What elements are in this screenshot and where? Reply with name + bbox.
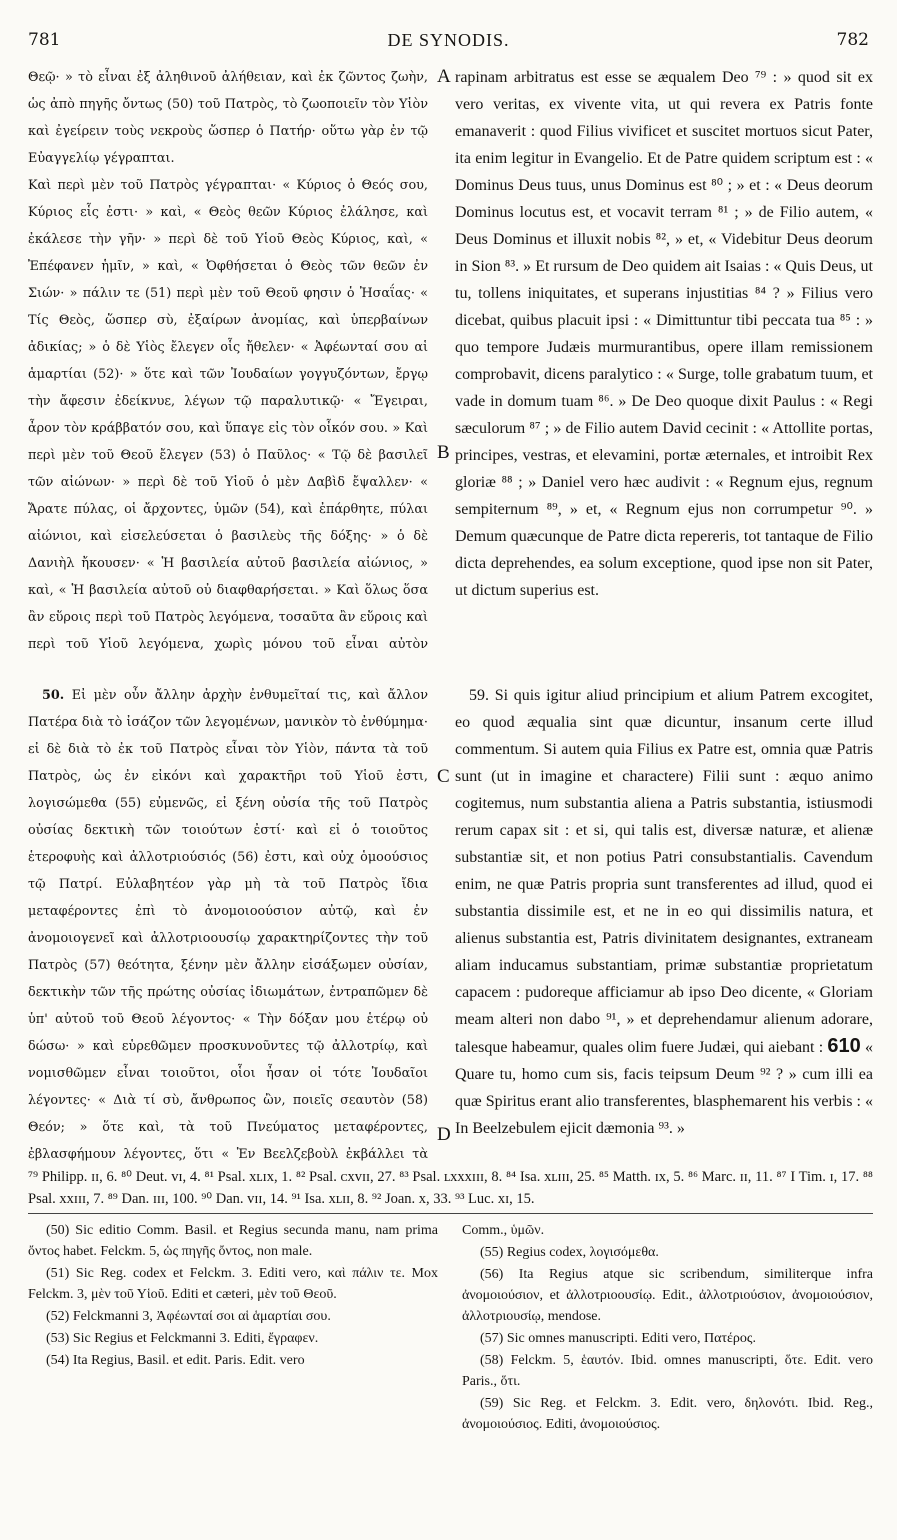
critical-notes-left (28, 1220, 438, 1520)
critical-note: (52) Felckmanni 3, Ἀφέωνταί σοι αἱ ἁμαρτίαι σου. (46, 1309, 331, 1324)
greek-section-50 (28, 682, 428, 1164)
scripture-references: ⁷⁹ Philipp. ɪɪ, 6. ⁸⁰ Deut. ᴠɪ, 4. ⁸¹ Psal. xʟɪx, 1. ⁸² Psal. ᴄxᴠɪɪ, 27. ⁸³ Psal. ʟxxxɪɪɪ, 8. ⁸⁴ Isa. xʟɪɪɪ, 25. ⁸⁵ Matth. ɪx, 5. ⁸⁶ Marc. ɪɪ, 11. ⁸⁷ I Tim. ɪ, 17. ⁸⁸ Psal. xxɪɪɪ, 7. ⁸⁹ Dan. ɪɪɪ, 100. ⁹⁰ Dan. ᴠɪɪ, 14. ⁹¹ Isa. xʟɪɪ, 8. ⁹² Joan. x, 33. ⁹³ Luc. xɪ, 15. (28, 1169, 873, 1207)
column-number-marker: 610 (827, 1035, 861, 1057)
running-title: DE SYNODIS. (387, 30, 510, 50)
section-number: 50. (42, 688, 65, 703)
critical-note: (51) Sic Reg. codex et Felckm. 3. Editi vero, καὶ πάλιν τε. Mox Felckm. 3, μὲν τοῦ Υἱοῦ. Editi et cæteri, μὲν τοῦ Θεοῦ. (28, 1266, 438, 1302)
critical-note: (50) Sic editio Comm. Basil. et Regius secunda manu, nam prima ὄντος habet. Felckm. 5, ὡς πηγῆς ὄντος, non male. (28, 1223, 438, 1259)
critical-note: (59) Sic Reg. et Felckm. 3. Edit. vero, δηλονότι. Ibid. Reg., ἀνομοιούσιος. Editi, ἀνομοιούσιος. (462, 1396, 873, 1432)
critical-note: (58) Felckm. 5, ἑαυτόν. Ibid. omnes manuscripti, ὅτε. Edit. vero Paris., ὅτι. (462, 1353, 873, 1389)
margin-marker-c: C (437, 766, 450, 787)
critical-note: (57) Sic omnes manuscripti. Editi vero, Πατέρος. (480, 1331, 756, 1346)
section-number: 59. (469, 687, 489, 704)
critical-note: (55) Regius codex, λογισόμεθα. (480, 1245, 659, 1260)
greek-column-top (28, 64, 428, 660)
margin-marker-d: D (437, 1124, 451, 1145)
critical-note-continued: Comm., ὑμῶν. (462, 1223, 545, 1238)
margin-marker-b: B (437, 442, 450, 463)
margin-marker-a: A (437, 66, 451, 87)
latin-paragraph: rapinam arbitratus est esse se æqualem Deo ⁷⁹ : » quod sit ex vero veritas, ex vivente vita, ut qui revera ex Patris fonte emanaverit : quod Filius vivificet et suscitet mortuos sicut Pater, ita enim legitur in Evangelio. Et de Patre quidem scriptum est : « Dominus Deus tuus, unus Dominus est ⁸⁰ ; » et : « Deus deorum Dominus locutus est, et vocavit terram ⁸¹ ; » de Filio autem, « Deus Dominus et illuxit nobis ⁸², » et, « Videbitur Deus deorum in Sion ⁸³. » Et rursum de Deo quidem ait Isaias : « Quis Deus, ut tu, tollens iniquitates, et superans injustitias ⁸⁴ ? » Filius vero dicebat, quibus placuit ipsi : « Dimittuntur tibi peccata tua ⁸⁵ : » quo tempore Judæis murmurantibus, opere illam remissionem comprobavit, dicens paralytico : « Surge, tolle grabatum tuum, et vade in domum tuam ⁸⁶. » De Deo quoque dixit Paulus : « Regi sæculorum ⁸⁷ ; » de Filio autem David cecinit : « Attollite portas, principes, vestras, et elevamini, portæ æternales, et introibit Rex gloriæ ⁸⁸ ; » Daniel vero hæc audivit : « Regnum ejus, regnum sempiternum ⁸⁹, » et, « Regnum ejus non corrumpetur ⁹⁰. » Demum quæcunque de Patre dicta repereris, tot tantaque de Filio dicta deprehendes, ea solum exceptione, quod ipse non sit Pater, ut dictum superius est. (455, 69, 873, 599)
page-number-right: 782 (836, 30, 869, 50)
latin-section-text: Si quis igitur aliud principium et alium Patrem excogitet, eo quod æqualia sint quæ dicuntur, insanum certe illud commentum. Si autem quia Filius ex Patre est, omnia quæ Patris sunt (ut in imagine et charactere) Filii sunt : æquo animo cogitemus, num substantia aliena a Patris substantia, istiusmodi rerum capax sit : et si, qui talis est, diversæ naturæ, et alienæ substantiæ sit, et non potius Patri consubstantialis. Cavendum enim, ne quæ Patris propria sunt transferentes ad illud, quod ei substantia dissimile est, et ne in eo qui dissimilis natura, et alienus substantia est, Patris divinitatem designantes, extraneam aliam inducamus substantiam, primæ substantiæ proprietatum capacem : pudoreque afficiamur ab ipso Deo dicente, « Gloriam meam alteri non dabo ⁹¹, » et deprehendamur alienum adorare, talesque habeamur, quales olim fuere Judæi, qui aiebant : (455, 687, 873, 1056)
critical-notes-right (462, 1220, 873, 1520)
running-header (0, 30, 897, 54)
page-number-left: 781 (28, 30, 61, 50)
critical-note: (56) Ita Regius atque sic scribendum, similiterque infra ἀνομοιούσιον, et ἀλλοτριοουσίῳ. Edit., ἀλλοτριούσιον, ἀνομοιούσιον, ἀλλοτριουσίῳ, mendose. (462, 1267, 873, 1324)
greek-column-bottom (28, 682, 428, 1164)
latin-section-59 (455, 682, 873, 1142)
latin-section-text-cont: « Quare tu, homo cum sis, facis teipsum Deum ⁹² ? » cum illi ea quæ Spiritus erant alio transferentes, blasphemarent his verbis : « In Beelzebulem ejicit dæmonia ⁹³. » (455, 1039, 873, 1137)
latin-column-top (455, 64, 873, 660)
latin-column-bottom (455, 682, 873, 1164)
critical-note: (53) Sic Regius et Felckmanni 3. Editi, ἔγραφεν. (46, 1331, 319, 1346)
greek-section-text: Εἰ μὲν οὖν ἄλλην ἀρχὴν ἐνθυμεῖταί τις, καὶ ἄλλον Πατέρα διὰ τὸ ἰσάζον τῶν λεγομένων, μανικὸν τὸ ἐνθύμημα· εἰ δὲ διὰ τὸ ἐκ τοῦ Πατρὸς εἶναι τὸν Υἱὸν, πάντα τὰ τοῦ Πατρὸς, ὡς ἐν εἰκόνι καὶ χαρακτῆρι τοῦ Υἱοῦ ἐστι, λογισώμεθα (55) εὐμενῶς, εἰ ξένη οὐσία τῆς τοῦ Πατρὸς οὐσίας δεκτικὴ τῶν τοιούτων ἐστί· καὶ εἰ ὁ τοιοῦτος ἑτεροφυὴς καὶ ἀλλοτριούσιός (56) ἐστι, καὶ οὐχ ὁμοούσιος τῷ Πατρί. Εὐλαβητέον γὰρ μὴ τὰ τοῦ Πατρὸς ἴδια μεταφέροντες ἐπὶ τὸ ἀνομοιοούσιον αὐτῷ, καὶ ἐν ἀνομοιογενεῖ καὶ ἀλλοτριοουσίῳ χαρακτηρίζοντες τὴν τοῦ Πατρὸς (57) θεότητα, ξένην μὲν ἄλλην εἰσάξωμεν οὐσίαν, δεκτικὴν τῶν τῆς πρώτης οὐσίας ἰδιωμάτων, ἐντραπῶμεν δὲ ὑπ' αὐτοῦ τοῦ Θεοῦ λέγοντος· « Τὴν δόξαν μου ἑτέρῳ οὐ δώσω· » καὶ εὑρεθῶμεν προσκυνοῦντες τῷ ἀλλοτρίῳ, καὶ νομισθῶμεν εἶναι τοιοῦτοι, οἷοι ἦσαν οἱ τότε Ἰουδαῖοι λέγοντες· « Διὰ τί σὺ, ἄνθρωπος ὢν, ποιεῖς σεαυτὸν (58) Θεόν; » ὅτε καὶ, τὰ τοῦ Πνεύματος μεταφέροντες, ἐβλασφήμουν λέγοντες, ὅτι « Ἐν Βεελζεβοὺλ ἐκβάλλει τὰ (28, 688, 428, 1162)
greek-paragraph: Θεῷ· » τὸ εἶναι ἐξ ἀληθινοῦ ἀλήθειαν, καὶ ἐκ ζῶντος ζωὴν, ὡς ἀπὸ πηγῆς ὄντως (50) τοῦ Πατρὸς, τὸ ζωοποιεῖν τὸν Υἱὸν καὶ ἐγείρειν τοὺς νεκροὺς ὥσπερ ὁ Πατήρ· οὕτω γὰρ ἐν τῷ Εὐαγγελίῳ γέγραπται. (28, 70, 428, 166)
critical-note: (54) Ita Regius, Basil. et edit. Paris. Edit. vero (46, 1353, 305, 1368)
footnote-divider (28, 1213, 873, 1214)
greek-paragraph: Καὶ περὶ μὲν τοῦ Πατρὸς γέγραπται· « Κύριος ὁ Θεός σου, Κύριος εἷς ἐστι· » καὶ, « Θεὸς θεῶν Κύριος ἐλάλησε, καὶ ἐκάλεσε τὴν γῆν· » περὶ δὲ τοῦ Υἱοῦ Θεὸς Κύριος, καὶ, « Ἐπέφανεν ἡμῖν, » καὶ, « Ὀφθήσεται ὁ Θεὸς τῶν θεῶν ἐν Σιών· » πάλιν τε (51) περὶ μὲν τοῦ Θεοῦ φησιν ὁ Ἠσαΐας· « Τίς Θεὸς, ὥσπερ σὺ, ἐξαίρων ἀνομίας, καὶ ὑπερβαίνων ἀδικίας; » ὁ δὲ Υἱὸς ἔλεγεν οἷς ἤθελεν· « Ἀφέωνταί σου αἱ ἁμαρτίαι (52)· » ὅτε καὶ τῶν Ἰουδαίων γογγυζόντων, ἔργῳ τὴν ἄφεσιν ἐδείκνυε, λέγων τῷ παραλυτικῷ· « Ἔγειραι, ἆρον τὸν κράββατόν σου, καὶ ὕπαγε εἰς τὸν οἶκόν σου. » Καὶ περὶ μὲν τοῦ Θεοῦ ἔλεγεν (53) ὁ Παῦλος· « Τῷ δὲ βασιλεῖ τῶν αἰώνων· » περὶ δὲ τοῦ Υἱοῦ ὁ μὲν Δαβὶδ ἔψαλλεν· « Ἄρατε πύλας, οἱ ἄρχοντες, ὑμῶν (54), καὶ ἐπάρθητε, πύλαι αἰώνιοι, καὶ εἰσελεύσεται ὁ βασιλεὺς τῆς δόξης· » ὁ δὲ Δανιὴλ ἤκουσεν· « Ἡ βασιλεία αὐτοῦ βασιλεία αἰώνιος, » καὶ, « Ἡ βασιλεία αὐτοῦ οὐ διαφθαρήσεται. » Καὶ ὅλως ὅσα ἂν εὕροις περὶ τοῦ Πατρὸς λεγόμενα, τοσαῦτα ἂν εὕροις καὶ περὶ τοῦ Υἱοῦ λεγόμενα, χωρὶς μόνου τοῦ εἶναι αὐτὸν (28, 178, 428, 652)
